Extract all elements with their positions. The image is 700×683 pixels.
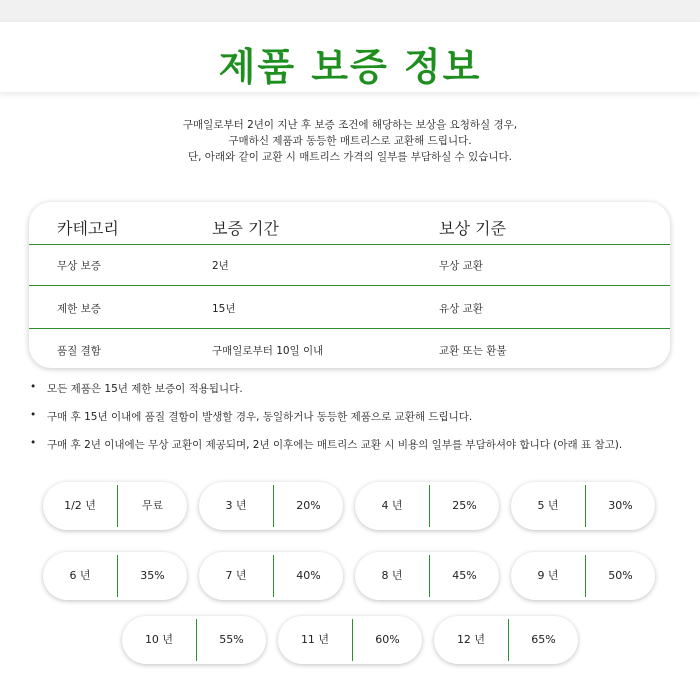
rate-pill (511, 552, 655, 600)
table-divider (29, 285, 670, 286)
table-cell: 무상 보증 (57, 260, 101, 272)
rate-year: 10 년 (144, 633, 174, 646)
rate-year: 7 년 (225, 569, 247, 582)
rate-percent: 40% (296, 569, 321, 582)
rate-year: 5 년 (537, 499, 559, 512)
rate-percent: 45% (452, 569, 477, 582)
intro-line-3: 단, 아래와 같이 교환 시 매트리스 가격의 일부를 부담하실 수 있습니다. (187, 151, 513, 163)
intro-text (0, 117, 700, 165)
rate-year: 9 년 (537, 569, 559, 582)
rate-percent: 55% (219, 633, 244, 646)
table-cell: 교환 또는 환불 (439, 345, 507, 357)
rate-percent: 60% (375, 633, 400, 646)
title-band (0, 22, 700, 92)
table-cell: 유상 교환 (439, 303, 483, 315)
warranty-page (0, 22, 700, 683)
rate-pill (199, 482, 343, 530)
table-divider (29, 244, 670, 245)
rate-pill (511, 482, 655, 530)
table-header-category: 카테고리 (57, 219, 119, 238)
table-divider (29, 328, 670, 329)
rate-year: 11 년 (300, 633, 330, 646)
note-text: 구매 후 15년 이내에 품질 결함이 발생할 경우, 동일하거나 동등한 제품으로 교환해 드립니다. (47, 411, 473, 423)
rate-pill (199, 552, 343, 600)
intro-line-2: 구매하신 제품과 동등한 매트리스로 교환해 드립니다. (228, 135, 472, 147)
intro-line-1: 구매일로부터 2년이 지난 후 보증 조건에 해당하는 보상을 요청하실 경우, (182, 119, 518, 131)
table-header-row (29, 216, 670, 246)
table-cell: 구매일로부터 10일 이내 (212, 345, 324, 357)
table-header-period: 보증 기간 (212, 219, 279, 238)
rate-percent: 25% (452, 499, 477, 512)
rate-pill (355, 482, 499, 530)
table-cell: 품질 결함 (57, 345, 101, 357)
rate-pill (122, 616, 266, 664)
rate-year: 12 년 (456, 633, 486, 646)
table-cell: 제한 보증 (57, 303, 101, 315)
table-header-compensation: 보상 기준 (439, 219, 506, 238)
rate-year: 6 년 (69, 569, 91, 582)
rate-year: 3 년 (225, 499, 247, 512)
rate-pill (43, 552, 187, 600)
rate-percent: 50% (608, 569, 633, 582)
rate-year: 1/2 년 (64, 499, 96, 512)
rate-percent: 20% (296, 499, 321, 512)
rate-percent: 무료 (141, 499, 164, 512)
rate-percent: 35% (140, 569, 165, 582)
rate-percent: 30% (608, 499, 633, 512)
table-cell: 15년 (212, 303, 236, 315)
page-title: 제품 보증 정보 (218, 45, 482, 89)
rate-percent: 65% (531, 633, 556, 646)
bullet-icon: • (30, 409, 37, 421)
note-text: 모든 제품은 15년 제한 보증이 적용됩니다. (47, 383, 243, 395)
rate-pill (434, 616, 578, 664)
rate-pill (278, 616, 422, 664)
bullet-icon: • (30, 381, 37, 393)
table-cell: 무상 교환 (439, 260, 483, 272)
note-text: 구매 후 2년 이내에는 무상 교환이 제공되며, 2년 이후에는 매트리스 교환 시 비용의 일부를 부담하셔야 합니다 (아래 표 참고). (47, 439, 623, 451)
rate-pill (355, 552, 499, 600)
rate-pill (43, 482, 187, 530)
bullet-icon: • (30, 437, 37, 449)
warranty-table (29, 202, 670, 368)
table-cell: 2년 (212, 260, 229, 272)
rate-year: 8 년 (381, 569, 403, 582)
rate-year: 4 년 (381, 499, 403, 512)
